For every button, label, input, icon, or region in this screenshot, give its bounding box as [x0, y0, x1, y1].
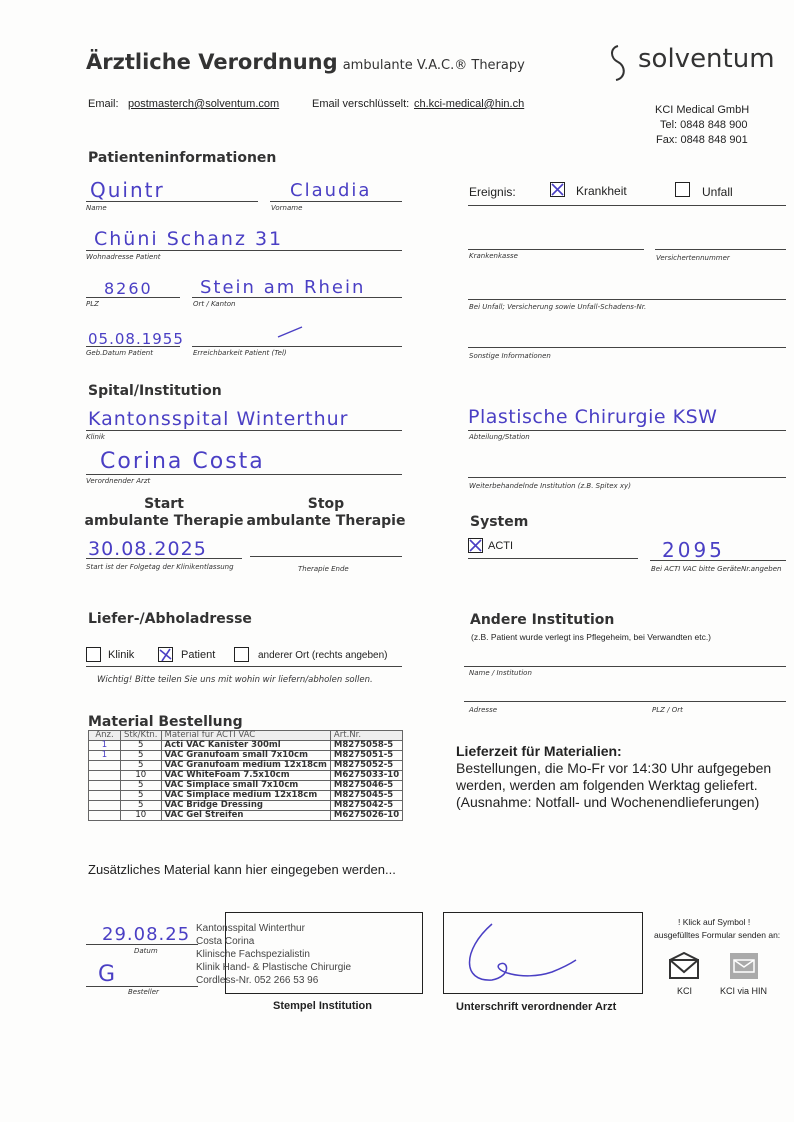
table-row	[89, 781, 403, 791]
delivery-note: Wichtig! Bitte teilen Sie uns mit wohin wir liefern/abholen sollen.	[97, 675, 373, 685]
abteilung-label: Abteilung/Station	[469, 433, 530, 441]
col-stk: Stk/Ktn.	[121, 731, 162, 741]
patient-address-value: Chüni Schanz 31	[94, 228, 284, 250]
other-institution-hint: (z.B. Patient wurde verlegt ins Pflegeheim, bei Verwandten etc.)	[471, 632, 712, 642]
artnr-cell: M8275052-5	[330, 761, 402, 771]
material-section-title: Material Bestellung	[88, 714, 243, 730]
stop-title	[246, 496, 406, 530]
stk-cell: 5	[121, 741, 162, 751]
weiterbehandelnde-label: Weiterbehandelnde Institution (z.B. Spitex xy)	[469, 482, 631, 490]
patient-plz-label: PLZ	[86, 300, 99, 308]
email-encrypted-label: Email verschlüsselt:	[312, 98, 410, 110]
delivery-klinik-checkbox[interactable]	[86, 647, 101, 662]
anz-cell[interactable]	[89, 801, 121, 811]
signature	[452, 920, 582, 990]
material-table-header	[89, 731, 403, 741]
artnr-cell: M8275046-5	[330, 781, 402, 791]
email-link[interactable]: postmasterch@solventum.com	[128, 98, 280, 110]
krankheit-checkbox[interactable]	[550, 182, 565, 197]
patient-plz-value: 8260	[104, 279, 153, 298]
patient-vorname-value: Claudia	[290, 180, 372, 201]
click-hint-1: ! Klick auf Symbol !	[678, 917, 751, 927]
kci-hin-label: KCI via HIN	[720, 986, 768, 996]
material-cell: VAC Bridge Dressing	[161, 801, 330, 811]
lieferzeit-title: Lieferzeit für Materialien:	[456, 743, 622, 759]
anz-cell[interactable]	[89, 761, 121, 771]
anz-cell[interactable]	[89, 781, 121, 791]
anz-cell[interactable]	[89, 791, 121, 801]
stop-title-2: ambulante Therapie	[246, 513, 406, 529]
envelope-icon	[668, 952, 700, 980]
company-name: KCI Medical GmbH	[655, 104, 750, 116]
sonstige-label: Sonstige Informationen	[469, 352, 551, 360]
patient-name-label: Name	[86, 204, 107, 212]
patient-birthdate-label: Geb.Datum Patient	[86, 349, 153, 357]
artnr-cell: M6275026-10	[330, 811, 402, 821]
check-cross-icon	[469, 539, 482, 552]
table-row	[89, 801, 403, 811]
material-cell: VAC Simplace medium 12x18cm	[161, 791, 330, 801]
plz-ort-label: PLZ / Ort	[652, 706, 683, 714]
abteilung-value: Plastische Chirurgie KSW	[468, 406, 718, 428]
geraet-label: Bei ACTI VAC bitte GeräteNr.angeben	[651, 565, 782, 573]
artnr-cell: M6275033-10	[330, 771, 402, 781]
material-table	[88, 730, 403, 821]
other-institution-title: Andere Institution	[470, 612, 615, 628]
geraet-value: 2095	[662, 538, 725, 562]
delivery-patient-checkbox[interactable]	[158, 647, 173, 662]
arzt-value: Corina Costa	[100, 449, 265, 474]
stk-cell: 5	[121, 751, 162, 761]
unfall-checkbox[interactable]	[675, 182, 690, 197]
name-institution-label: Name / Institution	[469, 669, 532, 677]
anz-cell[interactable]	[89, 771, 121, 781]
unfall-label: Unfall	[702, 185, 733, 199]
col-artnr: Art.Nr.	[330, 731, 402, 741]
material-cell: VAC Gel Streifen	[161, 811, 330, 821]
unterschrift-label: Unterschrift verordnender Arzt	[456, 1001, 617, 1013]
anz-cell[interactable]: 1	[89, 741, 121, 751]
table-row	[89, 771, 403, 781]
arzt-label: Verordnender Arzt	[86, 477, 151, 485]
stamp-line-3: Klinische Fachspezialistin	[196, 949, 310, 960]
datum-value: 29.08.25	[102, 924, 191, 945]
klinik-label: Klinik	[86, 433, 105, 441]
table-row	[89, 811, 403, 821]
page-title	[86, 50, 525, 74]
table-row	[89, 791, 403, 801]
click-hint-2: ausgefülltes Formular senden an:	[654, 930, 781, 940]
lieferzeit-line-2: werden, werden am folgenden Werktag geliefert.	[456, 777, 758, 793]
start-date-value: 30.08.2025	[88, 538, 207, 560]
acti-label: ACTI	[488, 540, 514, 552]
email-label: Email:	[88, 98, 119, 110]
besteller-value: G	[98, 962, 118, 987]
col-anz: Anz.	[89, 731, 121, 741]
acti-checkbox[interactable]	[468, 538, 483, 553]
delivery-other-checkbox[interactable]	[234, 647, 249, 662]
event-label: Ereignis:	[469, 185, 516, 199]
versichertennummer-label: Versichertennummer	[656, 254, 730, 262]
check-cross-icon	[551, 183, 564, 196]
stamp-line-4: Klinik Hand- & Plastische Chirurgie	[196, 962, 352, 973]
institution-stamp	[196, 922, 351, 987]
patient-section-title: Patienteninformationen	[88, 150, 277, 166]
start-date-label: Start ist der Folgetag der Klinikentlassung	[86, 563, 234, 571]
stk-cell: 10	[121, 771, 162, 781]
start-title-2: ambulante Therapie	[84, 513, 244, 529]
patient-ort-label: Ort / Kanton	[193, 300, 236, 308]
krankenkasse-label: Krankenkasse	[469, 252, 518, 260]
stk-cell: 5	[121, 781, 162, 791]
form-title: Ärztliche Verordnung	[86, 50, 338, 74]
patient-birthdate-value: 05.08.1955	[88, 330, 184, 348]
extra-material-note[interactable]: Zusätzliches Material kann hier eingegeben werden...	[88, 862, 396, 877]
artnr-cell: M8275045-5	[330, 791, 402, 801]
col-material: Material für ACTI VAC	[161, 731, 330, 741]
therapie-ende-label: Therapie Ende	[298, 565, 349, 573]
form-subtitle: ambulante V.A.C.® Therapy	[342, 58, 525, 73]
stamp-line-2: Costa Corina	[196, 936, 255, 947]
patient-ort-value: Stein am Rhein	[200, 277, 366, 298]
klinik-value: Kantonsspital Winterthur	[88, 408, 349, 430]
material-cell: VAC Simplace small 7x10cm	[161, 781, 330, 791]
delivery-klinik-label: Klinik	[108, 649, 135, 661]
anz-cell[interactable]: 1	[89, 751, 121, 761]
system-section-title: System	[470, 514, 529, 530]
delivery-patient-label: Patient	[181, 649, 216, 661]
stempel-label: Stempel Institution	[273, 1000, 372, 1012]
kci-label: KCI	[677, 986, 693, 996]
stk-cell: 5	[121, 801, 162, 811]
email-encrypted-link[interactable]: ch.kci-medical@hin.ch	[414, 98, 525, 110]
pen-mark	[276, 324, 306, 340]
institution-section-title: Spital/Institution	[88, 383, 222, 399]
material-cell: Acti VAC Kanister 300ml	[161, 741, 330, 751]
patient-phone-label: Erreichbarkeit Patient (Tel)	[193, 349, 287, 357]
artnr-cell: M8275051-5	[330, 751, 402, 761]
delivery-other-label: anderer Ort (rechts angeben)	[258, 650, 388, 661]
check-mark-icon	[159, 648, 172, 661]
patient-vorname-label: Vorname	[271, 204, 303, 212]
kci-hin-send-button[interactable]	[729, 952, 759, 980]
lieferzeit-line-1: Bestellungen, die Mo-Fr vor 14:30 Uhr aufgegeben	[456, 760, 772, 776]
adresse-label: Adresse	[469, 706, 498, 714]
unfall-info-label: Bei Unfall; Versicherung sowie Unfall-Schadens-Nr.	[469, 303, 647, 311]
material-cell: VAC Granufoam medium 12x18cm	[161, 761, 330, 771]
stk-cell: 5	[121, 761, 162, 771]
stop-title-1: Stop	[307, 496, 345, 512]
stamp-line-5: Cordless-Nr. 052 266 53 96	[196, 975, 319, 986]
patient-name-value: Quintr	[90, 178, 165, 202]
stk-cell: 5	[121, 791, 162, 801]
table-row	[89, 751, 403, 761]
secure-mail-icon	[729, 952, 759, 980]
krankheit-label: Krankheit	[576, 184, 627, 198]
table-row	[89, 741, 403, 751]
artnr-cell: M8275042-5	[330, 801, 402, 811]
start-title-1: Start	[144, 496, 184, 512]
besteller-label: Besteller	[128, 988, 159, 996]
material-cell: VAC Granufoam small 7x10cm	[161, 751, 330, 761]
stk-cell: 10	[121, 811, 162, 821]
table-row	[89, 761, 403, 771]
stamp-line-1: Kantonsspital Winterthur	[196, 923, 305, 934]
artnr-cell: M8275058-5	[330, 741, 402, 751]
lieferzeit-line-3: (Ausnahme: Notfall- und Wochenendlieferungen)	[456, 794, 760, 810]
datum-label: Datum	[134, 947, 158, 955]
anz-cell[interactable]	[89, 811, 121, 821]
material-cell: VAC WhiteFoam 7.5x10cm	[161, 771, 330, 781]
delivery-section-title: Liefer-/Abholadresse	[88, 611, 252, 627]
patient-address-label: Wohnadresse Patient	[86, 253, 161, 261]
kci-send-button[interactable]	[668, 952, 700, 980]
start-title	[84, 496, 244, 530]
brand-name: solventum	[638, 44, 775, 74]
company-tel: Tel: 0848 848 900	[660, 119, 748, 131]
company-fax: Fax: 0848 848 901	[656, 134, 748, 146]
